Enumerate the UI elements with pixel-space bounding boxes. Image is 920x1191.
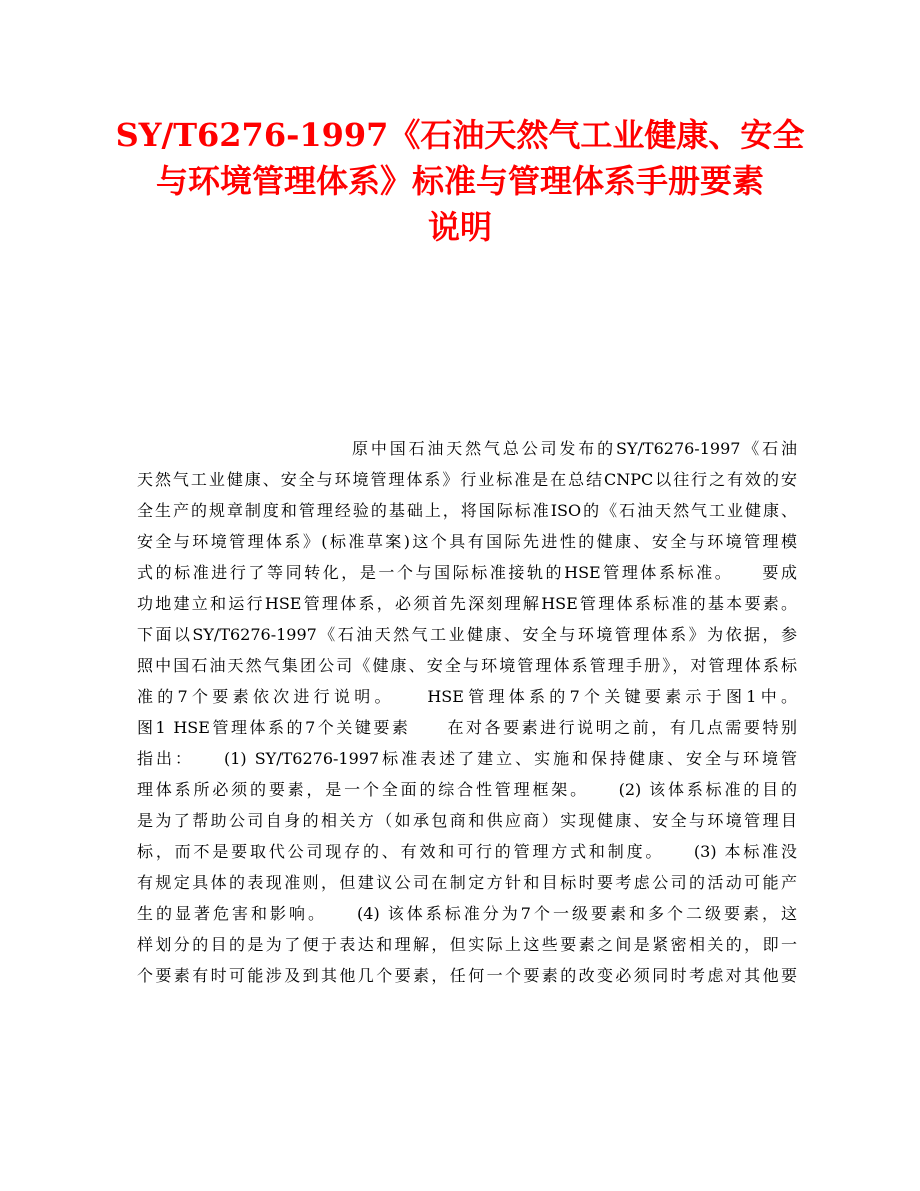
body-line: 生的显著危害和影响。 (4) 该体系标准分为7个一级要素和多个二级要素，这 [137,904,797,923]
body-line: 安全与环境管理体系》(标准草案)这个具有国际先进性的健康、安全与环境管理模 [137,532,797,551]
body-line: 理体系所必须的要素，是一个全面的综合性管理框架。 (2) 该体系标准的目的 [137,780,797,799]
body-line: 指出： (1) SY/T6276-1997标准表述了建立、实施和保持健康、安全与环境管 [137,749,797,768]
body-line: 天然气工业健康、安全与环境管理体系》行业标准是在总结CNPC以往行之有效的安 [137,470,797,489]
body-line: 下面以SY/T6276-1997《石油天然气工业健康、安全与环境管理体系》为依据，参 [137,625,797,644]
body-line: 全生产的规章制度和管理经验的基础上，将国际标准ISO的《石油天然气工业健康、 [137,501,797,520]
body-line: 个要素有时可能涉及到其他几个要素，任何一个要素的改变必须同时考虑对其他要 [137,966,797,985]
body-line: 图1 HSE管理体系的7个关键要素 在对各要素进行说明之前，有几点需要特别 [137,718,797,737]
body-line: 标，而不是要取代公司现存的、有效和可行的管理方式和制度。 (3) 本标准没 [137,842,797,861]
body-line: 是为了帮助公司自身的相关方（如承包商和供应商）实现健康、安全与环境管理目 [137,811,797,830]
title-line: 与环境管理体系》标准与管理体系手册要素 [155,162,764,200]
body-line: 功地建立和运行HSE管理体系，必须首先深刻理解HSE管理体系标准的基本要素。 [137,594,797,613]
title-line: SY/T6276-1997《石油天然气工业健康、安全 [115,116,805,154]
body-line: 样划分的目的是为了便于表达和理解，但实际上这些要素之间是紧密相关的，即一 [137,935,797,954]
document-title [100,112,820,250]
body-line: 照中国石油天然气集团公司《健康、安全与环境管理体系管理手册》，对管理体系标 [137,656,797,675]
body-line: 原中国石油天然气总公司发布的SY/T6276-1997《石油 [352,439,797,458]
title-line: 说明 [427,208,492,246]
body-paragraph [137,433,797,991]
body-line: 式的标准进行了等同转化，是一个与国际标准接轨的HSE管理体系标准。 要成 [137,563,797,582]
body-line: 有规定具体的表现准则，但建议公司在制定方针和目标时要考虑公司的活动可能产 [137,873,797,892]
body-line: 准的7个要素依次进行说明。 HSE管理体系的7个关键要素示于图1中。 [137,687,797,706]
